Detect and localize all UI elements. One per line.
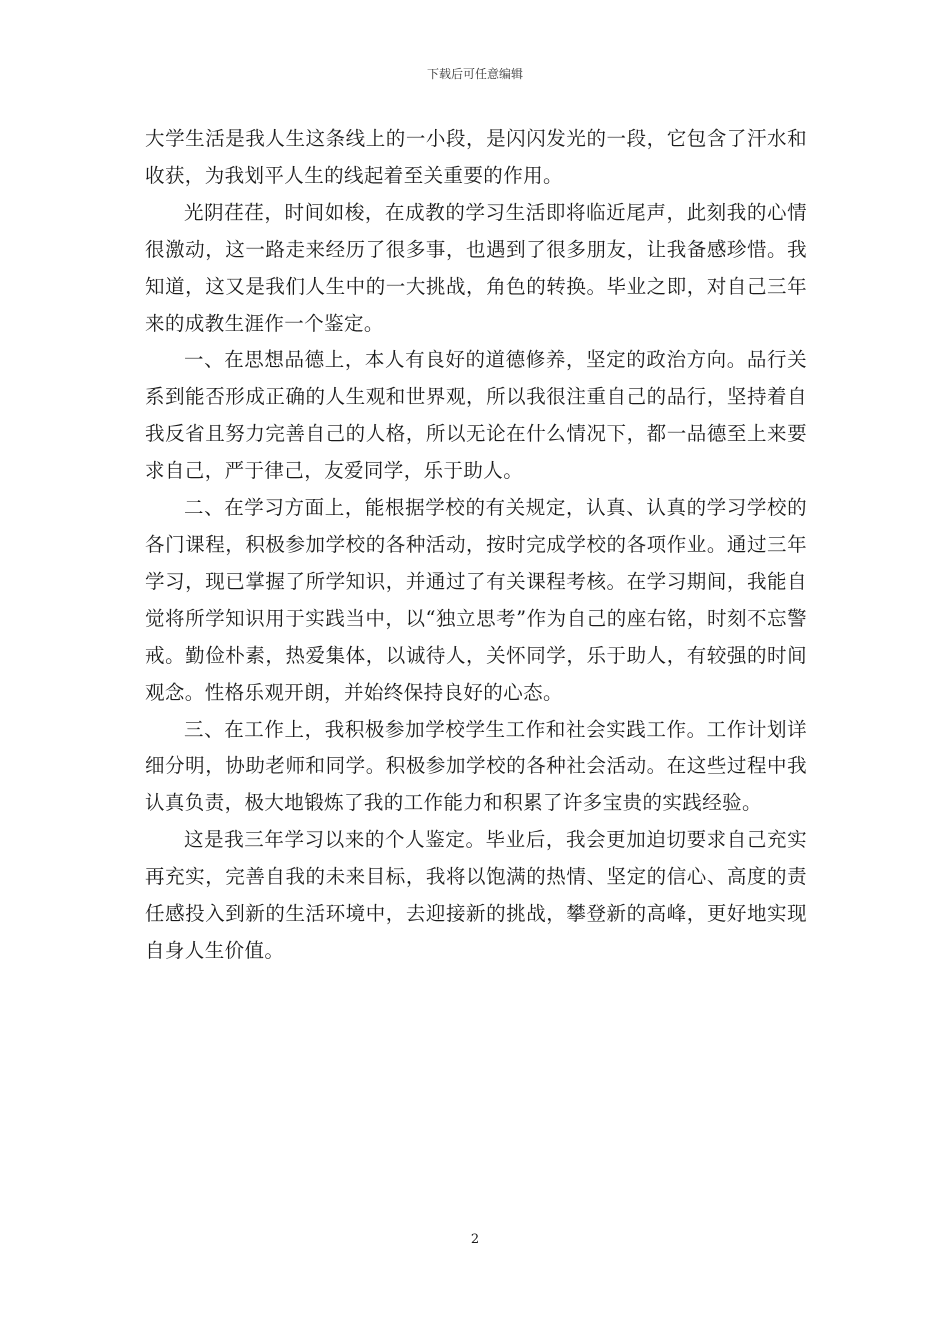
paragraph-conclusion: 这是我三年学习以来的个人鉴定。毕业后，我会更加迫切要求自己充实再充实，完善自我的未来目标，我将以饱满的热情、坚定的信心、高度的责任感投入到新的生活环境中，去迎接新的挑战，攀登新的高峰，更好地实现自身人生价值。 [145,828,807,962]
page-header: 下载后可任意编辑 [426,67,523,81]
paragraph-work: 三、在工作上，我积极参加学校学生工作和社会实践工作。工作计划详细分明，协助老师和同学。积极参加学校的各种社会活动。在这些过程中我认真负责，极大地锻炼了我的工作能力和积累了许多宝贵的实践经验。 [145,717,807,815]
document-body [145,121,807,970]
paragraph-study: 二、在学习方面上，能根据学校的有关规定，认真、认真的学习学校的各门课程，积极参加学校的各种活动，按时完成学校的各项作业。通过三年学习，现已掌握了所学知识，并通过了有关课程考核。在学习期间，我能自觉将所学知识用于实践当中，以“独立思考”作为自己的座右铭，时刻不忘警戒。勤俭朴素，热爱集体，以诚待人，关怀同学，乐于助人，有较强的时间观念。性格乐观开朗，并始终保持良好的心态。 [145,496,807,704]
paragraph-reflection: 光阴荏荏，时间如梭，在成教的学习生活即将临近尾声，此刻我的心情很激动，这一路走来经历了很多事，也遇到了很多朋友，让我备感珍惜。我知道，这又是我们人生中的一大挑战，角色的转换。毕业之即，对自己三年来的成教生涯作一个鉴定。 [145,200,807,335]
paragraph-intro: 大学生活是我人生这条线上的一小段，是闪闪发光的一段，它包含了汗水和收获，为我划平人生的线起着至关重要的作用。 [145,127,807,187]
paragraph-morality: 一、在思想品德上，本人有良好的道德修养，坚定的政治方向。品行关系到能否形成正确的人生观和世界观，所以我很注重自己的品行，坚持着自我反省且努力完善自己的人格，所以无论在什么情况下，都一品德至上来要求自己，严于律己，友爱同学，乐于助人。 [145,348,807,483]
page-number: 2 [470,1232,480,1247]
